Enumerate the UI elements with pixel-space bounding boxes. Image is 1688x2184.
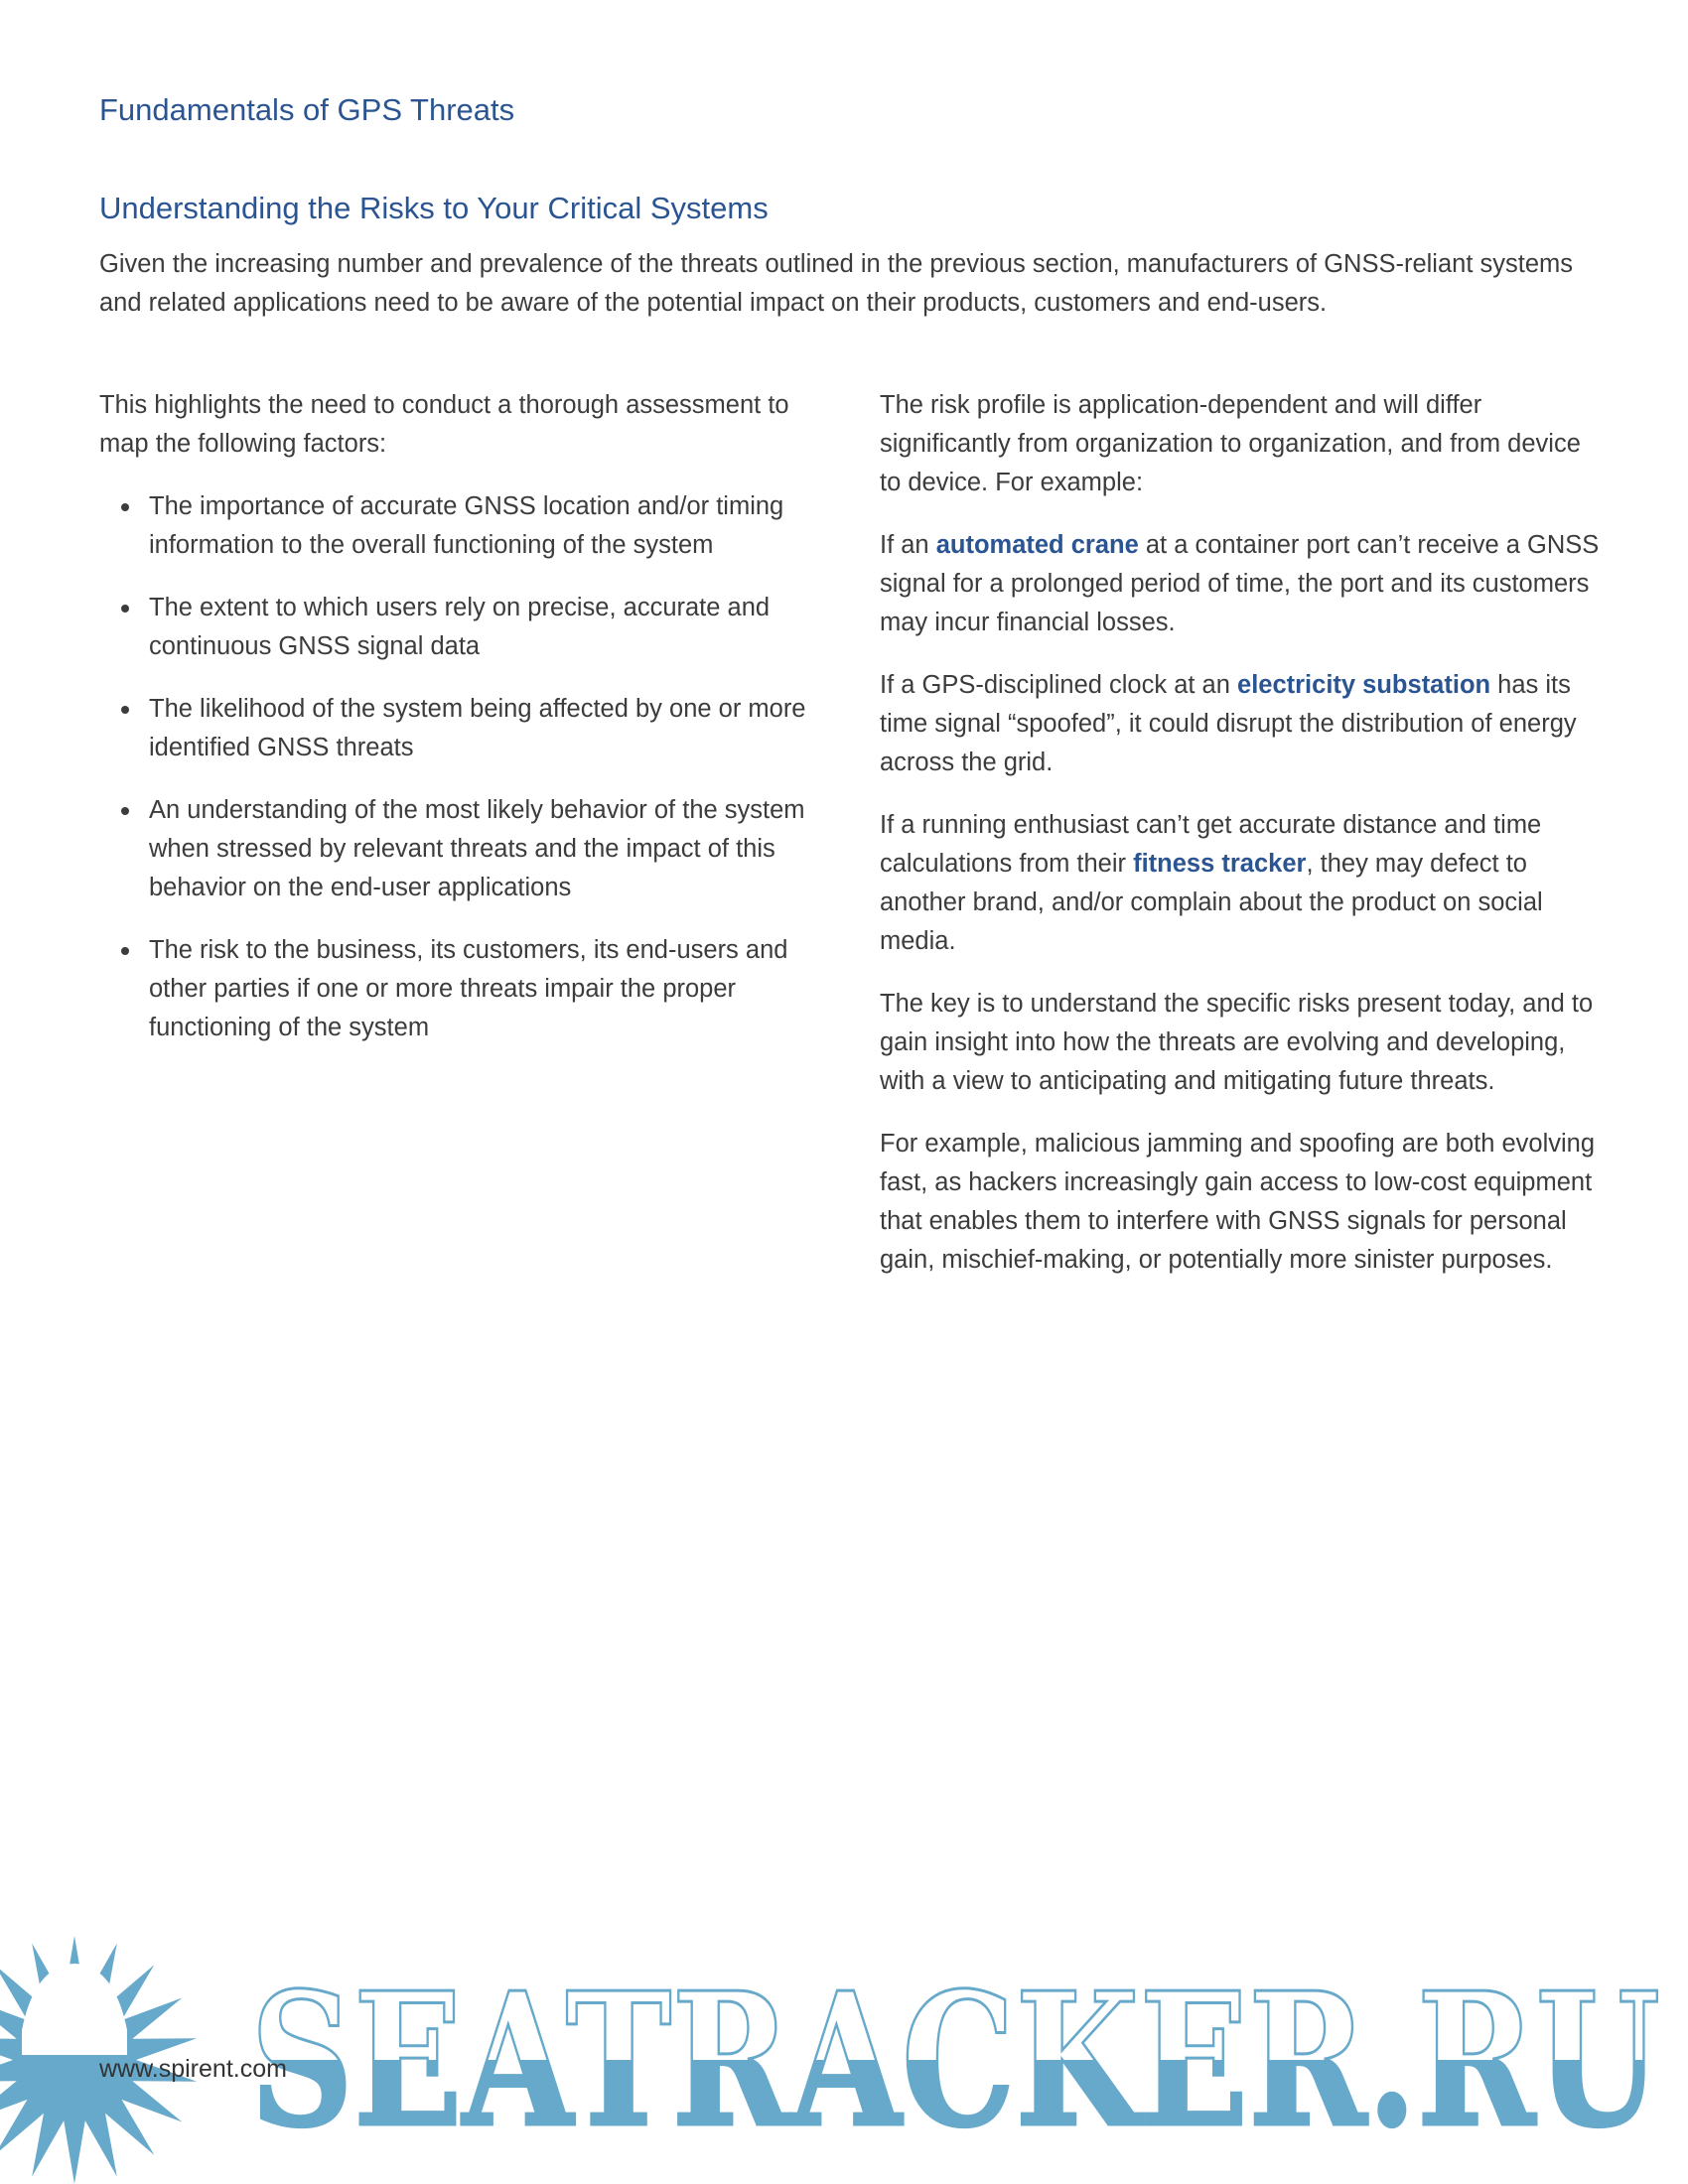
bullet-icon [121,503,129,511]
list-item-text: The extent to which users rely on precise, accurate and continuous GNSS signal data [149,594,771,660]
highlight-electricity-substation: electricity substation [1237,671,1491,699]
section-heading: Understanding the Risks to Your Critical Systems [99,191,769,225]
bullet-icon [121,605,129,613]
left-column [99,386,824,1071]
watermark-text: SEATRACKER.RU [250,1952,1660,2168]
lead-paragraph: This highlights the need to conduct a thorough assessment to map the following factors: [99,391,789,458]
right-column [880,386,1600,1303]
paragraph: The key is to understand the specific risks present today, and to gain insight into how the threats are evolving and developing, with a view to anticipating and mitigating future threats. [880,990,1594,1095]
paragraph [880,806,1600,961]
list-item-text: An understanding of the most likely behavior of the system when stressed by relevant threats and the impact of this behavior on the end-user applications [149,796,805,901]
paragraph [880,526,1600,642]
list-item [99,931,824,1047]
list-item-text: The likelihood of the system being affected by one or more identified GNSS threats [149,695,806,761]
paragraph: The risk profile is application-dependent and will differ significantly from organization to organization, and from device to device. For example: [880,391,1581,496]
highlight-fitness-tracker: fitness tracker [1133,850,1307,878]
paragraph: For example, malicious jamming and spoofing are both evolving fast, as hackers increasingly gain access to low-cost equipment that enables them to interfere with GNSS signals for personal gain, mischief-making, or potentially more sinister purposes. [880,1130,1596,1274]
bullet-icon [121,706,129,714]
text: , they may defect to another brand, and/or complain about the product on social media. [880,850,1543,955]
factors-list [99,487,824,1047]
list-item [99,791,824,907]
bullet-icon [121,947,129,955]
page-title: Fundamentals of GPS Threats [99,92,515,127]
intro-paragraph: Given the increasing number and prevalence of the threats outlined in the previous section, manufacturers of GNSS-reliant systems and related applications need to be aware of the potential impact on their products, customers and end-users. [99,250,1574,317]
text: If a running enthusiast can’t get accurate distance and time calculations from their [880,811,1542,878]
text: If a GPS-disciplined clock at an [880,671,1238,699]
text: If an [880,531,936,559]
text: at a container port can’t receive a GNSS signal for a prolonged period of time, the port and its customers may incur financial losses. [880,531,1600,636]
list-item-text: The importance of accurate GNSS location and/or timing information to the overall functioning of the system [149,492,784,559]
highlight-automated-crane: automated crane [935,531,1139,559]
list-item [99,589,824,666]
footer-url[interactable]: www.spirent.com [99,2055,287,2083]
list-item [99,487,824,565]
text: has its time signal “spoofed”, it could disrupt the distribution of energy across the grid. [880,671,1577,776]
paragraph [880,666,1600,782]
bullet-icon [121,807,129,815]
list-item-text: The risk to the business, its customers, its end-users and other parties if one or more threats impair the proper functioning of the system [149,936,788,1041]
list-item [99,690,824,767]
